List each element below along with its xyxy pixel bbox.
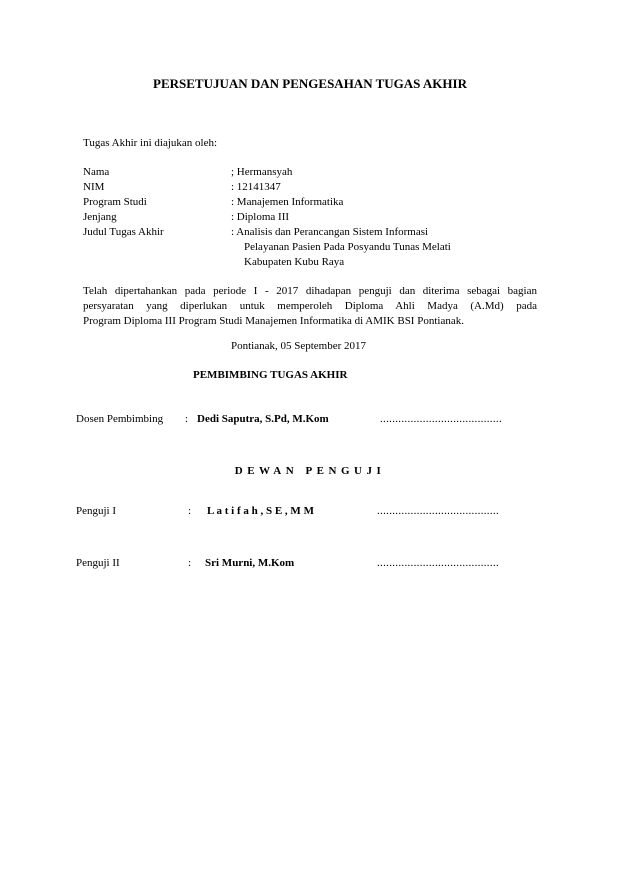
field-label-name: Nama	[83, 166, 110, 178]
supervisor-heading: PEMBIMBING TUGAS AKHIR	[193, 369, 348, 381]
field-label-program: Program Studi	[83, 196, 147, 208]
field-value-thesis-title: : Analisis dan Perancangan Sistem Informasi	[231, 226, 429, 238]
intro-text: Tugas Akhir ini diajukan oleh:	[83, 137, 218, 149]
examiner-1-name: L a t i f a h , S E , M M	[207, 505, 314, 517]
paragraph-line: Program Diploma III Program Studi Manajemen Informatika di AMIK BSI Pontianak.	[83, 315, 464, 327]
field-label-nim: NIM	[83, 181, 105, 193]
field-value-level: : Diploma III	[231, 211, 290, 223]
examiner-2-signature-line: ........................................	[377, 557, 499, 569]
examiners-heading: DEWAN PENGUJI	[234, 465, 386, 477]
paragraph-line: persyaratan yang diperlukan untuk memperoleh Diploma Ahli Madya (A.Md) pada	[83, 300, 537, 312]
examiner-2-label: Penguji II	[76, 557, 120, 569]
field-label-level: Jenjang	[83, 211, 117, 223]
approval-paragraph	[83, 284, 537, 329]
thesis-title-line-2: Pelayanan Pasien Pada Posyandu Tunas Melati	[244, 241, 451, 253]
examiner-2-name: Sri Murni, M.Kom	[205, 557, 295, 569]
field-value-program: : Manajemen Informatika	[231, 196, 344, 208]
field-value-nim: : 12141347	[231, 181, 281, 193]
thesis-title-line-3: Kabupaten Kubu Raya	[244, 256, 345, 268]
field-value-name: ; Hermansyah	[231, 166, 293, 178]
examiner-1-signature-line: ........................................	[377, 505, 499, 517]
supervisor-label: Dosen Pembimbing	[76, 413, 164, 425]
field-label-thesis-title: Judul Tugas Akhir	[83, 226, 164, 238]
supervisor-signature-line: ........................................	[380, 413, 502, 425]
supervisor-colon: :	[185, 413, 189, 425]
examiner-1-colon: :	[188, 505, 192, 517]
place-date: Pontianak, 05 September 2017	[231, 340, 367, 352]
examiner-2-colon: :	[188, 557, 192, 569]
paragraph-line: Telah dipertahankan pada periode I - 2017 dihadapan penguji dan diterima sebagai bagian	[83, 285, 537, 297]
examiner-1-label: Penguji I	[76, 505, 117, 517]
supervisor-name: Dedi Saputra, S.Pd, M.Kom	[197, 413, 329, 425]
document-title: PERSETUJUAN DAN PENGESAHAN TUGAS AKHIR	[153, 76, 467, 91]
